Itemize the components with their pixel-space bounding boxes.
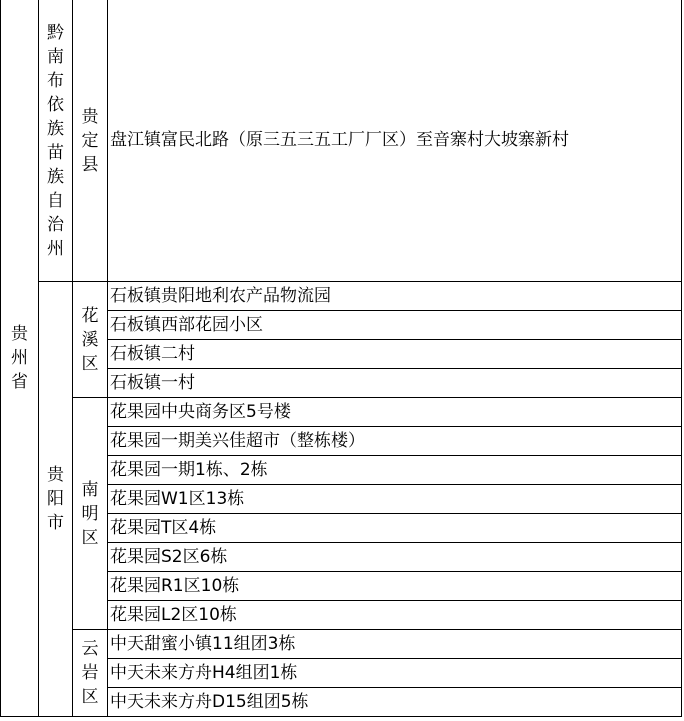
- address-cell: 花果园L2区10栋: [108, 601, 682, 630]
- county-cell-yunyan: 云 岩 区: [73, 630, 108, 717]
- county-cell-nanming: 南 明 区: [73, 398, 108, 630]
- address-cell: 中天甜蜜小镇11组团3栋: [108, 630, 682, 659]
- address-cell: 石板镇贵阳地利农产品物流园: [108, 282, 682, 311]
- address-cell: 花果园R1区10栋: [108, 572, 682, 601]
- address-cell: 花果园一期美兴佳超市（整栋楼）: [108, 427, 682, 456]
- prefecture-cell-qiannan: 黔 南 布 依 族 苗 族 自 治 州: [39, 0, 73, 282]
- province-cell: 贵 州 省: [1, 0, 39, 717]
- address-cell: 石板镇二村: [108, 340, 682, 369]
- address-cell: 花果园一期1栋、2栋: [108, 456, 682, 485]
- address-cell: 花果园S2区6栋: [108, 543, 682, 572]
- prefecture-cell-guiyang: 贵 阳 市: [39, 282, 73, 717]
- address-cell: 花果园T区4栋: [108, 514, 682, 543]
- address-cell: 中天未来方舟D15组团5栋: [108, 688, 682, 717]
- county-cell-huaxi: 花 溪 区: [73, 282, 108, 398]
- address-cell: 中天未来方舟H4组团1栋: [108, 659, 682, 688]
- address-cell: 花果园中央商务区5号楼: [108, 398, 682, 427]
- address-cell: 石板镇一村: [108, 369, 682, 398]
- address-cell: 花果园W1区13栋: [108, 485, 682, 514]
- address-cell: 盘江镇富民北路（原三五三五工厂厂区）至音寨村大坡寨新村: [108, 0, 682, 282]
- address-cell: 石板镇西部花园小区: [108, 311, 682, 340]
- county-cell-guiding: 贵 定 县: [73, 0, 108, 282]
